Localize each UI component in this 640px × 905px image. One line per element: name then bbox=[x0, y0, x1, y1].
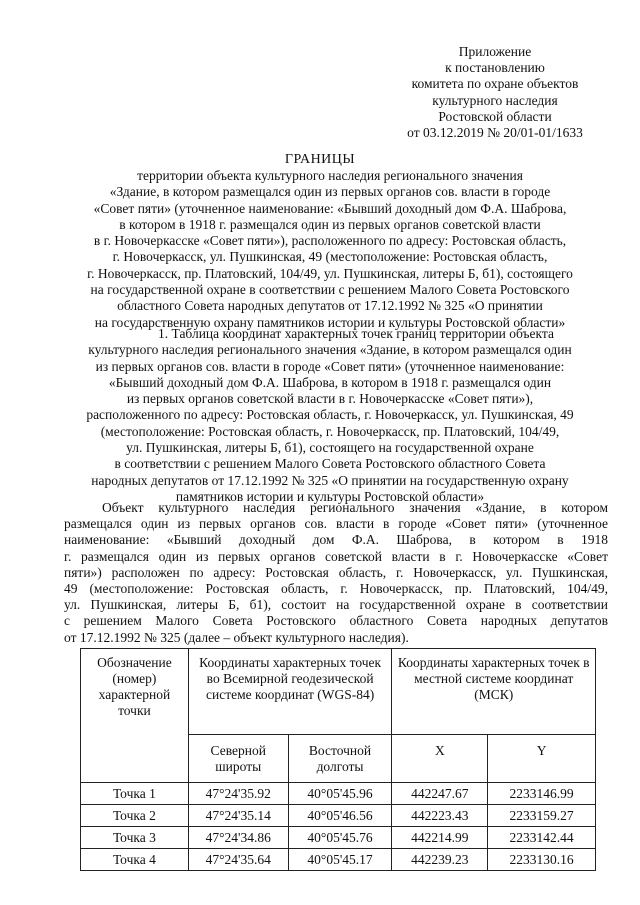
section-line: из первых органов советской власти в г. Новочеркасске «Совет пяти»), bbox=[126, 391, 534, 407]
subtitle-line: в г. Новочеркасске «Совет пяти»), расположенного по адресу: Ростовская область, bbox=[93, 233, 567, 249]
appendix-line: Ростовской области bbox=[438, 108, 552, 124]
y-value: 2233142.44 bbox=[488, 827, 596, 849]
paragraph-line: наименование: «Бывший доходный дом Ф.А. Шаброва, в котором в 1918 bbox=[64, 532, 608, 548]
point-name: Точка 3 bbox=[81, 827, 189, 849]
table-row bbox=[81, 827, 596, 849]
section-line: в соответствии с решением Малого Совета Ростовского областного Совета bbox=[114, 456, 546, 472]
subtitle-line: г. Новочеркасск, ул. Пушкинская, 49 (местоположение: Ростовская область, bbox=[112, 249, 548, 265]
north-value: 47°24'35.14 bbox=[188, 805, 288, 827]
subtitle-line: «Совет пяти» (уточненное наименование: «Бывший доходный дом Ф.А. Шаброва, bbox=[93, 200, 567, 216]
y-value: 2233159.27 bbox=[488, 805, 596, 827]
paragraph-line: Объект культурного наследия регионального значения «Здание, в котором bbox=[102, 500, 608, 515]
subtitle-line: территории объекта культурного наследия регионального значения bbox=[137, 168, 523, 183]
north-value: 47°24'34.86 bbox=[188, 827, 288, 849]
east-value: 40°05'46.56 bbox=[288, 805, 392, 827]
paragraph-line: размещался один из первых органов сов. власти в городе «Совет пяти» (уточненное bbox=[64, 516, 608, 532]
table-header-row bbox=[81, 649, 596, 735]
subtitle-line: г. Новочеркасск, пр. Платовский, 104/49, ул. Пушкинская, литеры Б, б1), состоящего bbox=[87, 265, 573, 281]
north-value: 47°24'35.92 bbox=[188, 783, 288, 805]
subtitle-line: на государственной охране в соответствии с решением Малого Совета Ростовского bbox=[90, 282, 570, 298]
subtitle-line: в котором в 1918 г. размещался один из первых органов советской власти bbox=[119, 216, 541, 232]
paragraph-line: пяти») расположен по адресу: Ростовская область, г. Новочеркасск, ул. Пушкинская, bbox=[64, 564, 608, 580]
section-heading bbox=[40, 326, 620, 505]
north-value: 47°24'35.64 bbox=[188, 849, 288, 871]
section-line: из первых органов сов. власти в городе «Совет пяти» (уточненное наименование: bbox=[95, 358, 565, 374]
table-row bbox=[81, 849, 596, 871]
section-line: «Бывший доходный дом Ф.А. Шаброва, в котором в 1918 г. размещался один bbox=[108, 374, 552, 390]
subtitle-line: «Здание, в котором размещался один из первых органов сов. власти в городе bbox=[109, 184, 551, 200]
paragraph-line: ул. Пушкинская, литеры Б, б1), состоит на государственной охране в соответствии bbox=[64, 597, 608, 613]
body-paragraph bbox=[64, 500, 608, 646]
paragraph-line: от 17.12.1992 № 325 (далее – объект культурного наследия). bbox=[64, 629, 409, 645]
x-value: 442214.99 bbox=[392, 827, 488, 849]
x-value: 442223.43 bbox=[392, 805, 488, 827]
appendix-line: от 03.12.2019 № 20/01-01/1633 bbox=[407, 125, 583, 141]
point-name: Точка 1 bbox=[81, 783, 189, 805]
section-line: (местоположение: Ростовская область, г. Новочеркасск, пр. Платовский, 104/49, bbox=[100, 423, 560, 439]
y-value: 2233146.99 bbox=[488, 783, 596, 805]
paragraph-line: с решением Малого Совета Ростовского областного Совета народных депутатов bbox=[64, 613, 608, 629]
section-line: расположенного по адресу: Ростовская область, г. Новочеркасск, ул. Пушкинская, 49 bbox=[86, 407, 574, 423]
table-row bbox=[81, 783, 596, 805]
section-line: 1. Таблица координат характерных точек границ территории объекта bbox=[158, 326, 554, 341]
header-north: Северной широты bbox=[188, 735, 288, 783]
header-x: X bbox=[392, 735, 488, 783]
header-wgs: Координаты характерных точек во Всемирной геодезической системе координат (WGS-84) bbox=[188, 649, 392, 735]
x-value: 442247.67 bbox=[392, 783, 488, 805]
header-msk: Координаты характерных точек в местной системе координат (МСК) bbox=[392, 649, 596, 735]
document-title: ГРАНИЦЫ bbox=[284, 152, 356, 167]
section-line: ул. Пушкинская, литеры Б, б1), состоящего на государственной охране bbox=[126, 440, 534, 456]
east-value: 40°05'45.96 bbox=[288, 783, 392, 805]
appendix-block bbox=[380, 44, 610, 141]
section-line: культурного наследия регионального значения «Здание, в котором размещался один bbox=[88, 342, 572, 358]
east-value: 40°05'45.76 bbox=[288, 827, 392, 849]
header-y: Y bbox=[488, 735, 596, 783]
point-name: Точка 4 bbox=[81, 849, 189, 871]
appendix-line: к постановлению bbox=[445, 60, 545, 76]
appendix-line: культурного наследия bbox=[432, 92, 558, 108]
east-value: 40°05'45.17 bbox=[288, 849, 392, 871]
table-row bbox=[81, 805, 596, 827]
subtitle-line: областного Совета народных депутатов от 17.12.1992 № 325 «О принятии bbox=[117, 298, 543, 314]
coordinates-table bbox=[80, 648, 596, 871]
section-line: памятников истории и культуры Ростовской области» bbox=[175, 488, 485, 504]
paragraph-line: 49 (местоположение: Ростовская область, г. Новочеркасск, пр. Платовский, 104/49, bbox=[64, 581, 608, 597]
subtitle-line: на государственную охрану памятников истории и культуры Ростовской области» bbox=[94, 314, 566, 330]
appendix-line: Приложение bbox=[458, 44, 532, 59]
document-subtitle bbox=[40, 168, 620, 331]
x-value: 442239.23 bbox=[392, 849, 488, 871]
header-east: Восточной долготы bbox=[288, 735, 392, 783]
point-name: Точка 2 bbox=[81, 805, 189, 827]
appendix-line: комитета по охране объектов bbox=[411, 76, 579, 92]
y-value: 2233130.16 bbox=[488, 849, 596, 871]
section-line: народных депутатов от 17.12.1992 № 325 «О принятии на государственную охрану bbox=[91, 472, 569, 488]
paragraph-line: г. размещался один из первых органов советской власти в г. Новочеркасске «Совет bbox=[64, 548, 608, 564]
header-designation: Обозначение (номер) характерной точки bbox=[81, 649, 189, 783]
